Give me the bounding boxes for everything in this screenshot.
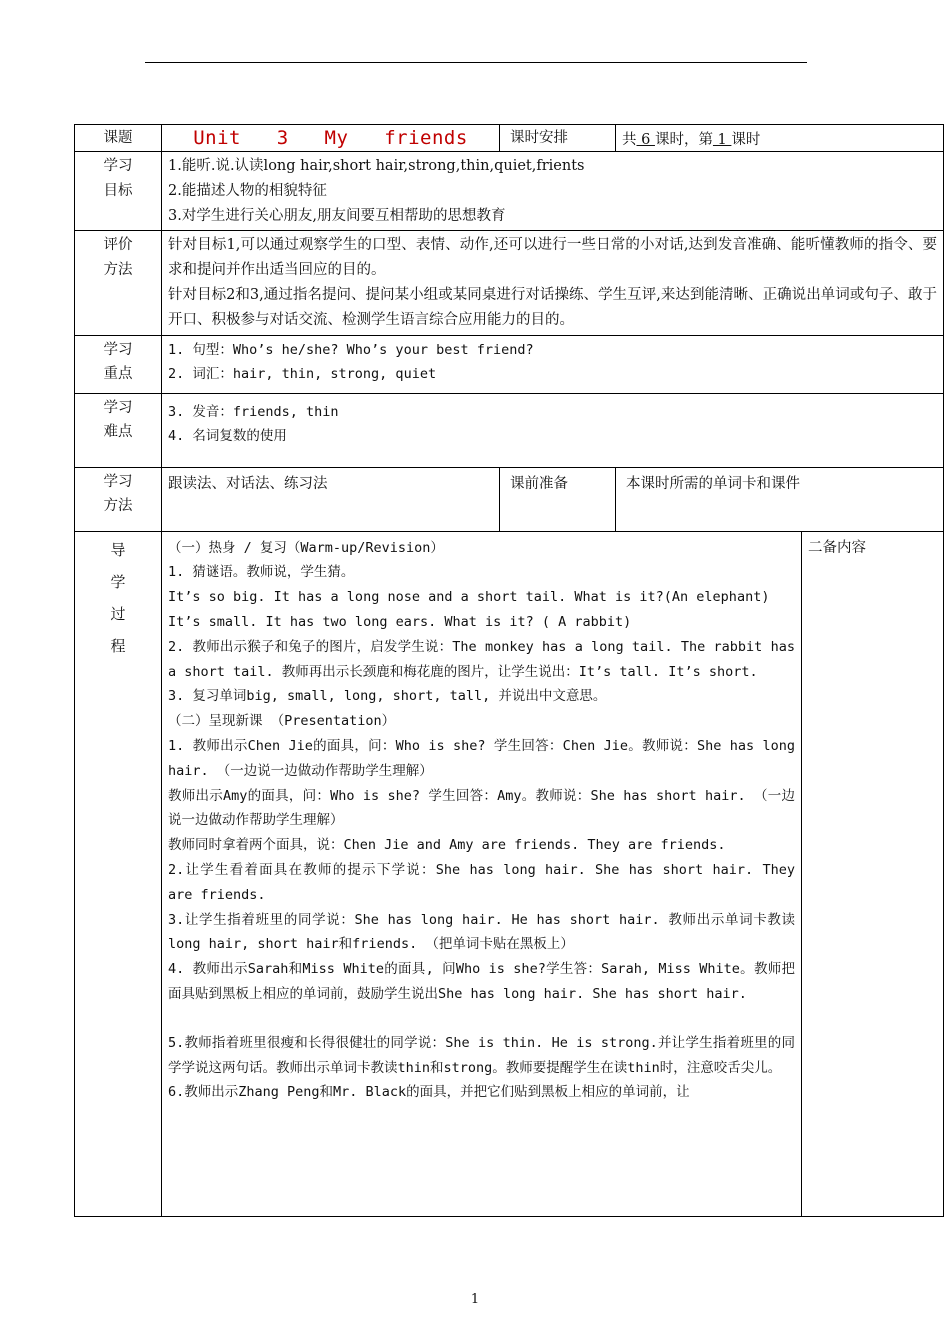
process-label (75, 531, 162, 1216)
process-label-char: 过 (110, 604, 126, 623)
process-line: （二）呈现新课 （Presentation） (168, 713, 396, 730)
goals-label-line1: 学习 (103, 158, 133, 174)
goal-line: 2.能描述人物的相貌特征 (168, 182, 327, 199)
schedule-mid: 课时，第 (654, 131, 713, 148)
process-line: It’s so big. It has a long nose and a short tail. What is it?(An elephant) (168, 589, 770, 606)
methods-row (75, 467, 944, 531)
title-row (75, 125, 944, 152)
prep-value: 本课时所需的单词卡和课件 (616, 467, 944, 531)
process-blank-line (168, 1007, 795, 1031)
unit-title: Unit 3 My friends (193, 127, 468, 149)
schedule-label: 课时安排 (500, 125, 616, 152)
evaluation-paragraph: 针对目标1,可以通过观察学生的口型、表情、动作,还可以进行一些日常的小对话,达到发音准确、能听懂教师的指令、要求和提问并作出适当回应的目的。 (168, 237, 937, 279)
goals-label (75, 152, 162, 231)
difficulties-content (162, 393, 944, 467)
difficulties-label-line1: 学习 (103, 399, 133, 416)
goals-row (75, 152, 944, 231)
process-line: It’s small. It has two long ears. What is it? ( A rabbit) (168, 613, 632, 630)
goals-label-line2: 目标 (103, 182, 133, 199)
process-line: 3.让学生指着班里的同学说：She has long hair. He has short hair. 教师出示单词卡教读long hair, short hair和friends. （把单词卡贴在黑板上） (168, 911, 795, 953)
key-points-row (75, 335, 944, 393)
process-row (75, 531, 944, 1216)
process-line: 5.教师指着班里很瘦和长得很健壮的同学说：She is thin. He is strong.并让学生指着班里的同学学说这两句话。教师出示单词卡教读thin和strong。教师要提醒学生在读thin时，注意咬舌尖儿。 (168, 1034, 795, 1076)
schedule-current: 1 (712, 131, 732, 148)
goals-content (162, 152, 944, 231)
evaluation-paragraph: 针对目标2和3,通过指名提问、提问某小组或某同桌进行对话操练、学生互评,来达到能清晰、正确说出单词或句子、敢于开口、积极参与对话交流、检测学生语言综合应用能力的目的。 (168, 286, 937, 328)
process-line: 2. 教师出示猴子和兔子的图片，启发学生说：The monkey has a long tail. The rabbit has a short tail. 教师再出示长颈鹿和梅花鹿的图片，让学生说出：It’s tall. It’s short. (168, 638, 795, 680)
methods-value: 跟读法、对话法、练习法 (162, 467, 500, 531)
process-line: 教师出示Amy的面具，问：Who is she? 学生回答：Amy。教师说：She has short hair. （一边说一边做动作帮助学生理解） (168, 787, 795, 829)
evaluation-row (75, 231, 944, 335)
page-number: 1 (470, 1292, 480, 1307)
difficulties-label-line2: 难点 (103, 424, 133, 441)
evaluation-label (75, 231, 162, 335)
process-line: 教师同时拿着两个面具，说：Chen Jie and Amy are friends. They are friends. (168, 837, 726, 854)
methods-label (75, 467, 162, 531)
prep-label: 课前准备 (500, 467, 616, 531)
schedule-prefix: 共 (622, 131, 637, 148)
subject-label: 课题 (75, 125, 162, 152)
methods-label-line1: 学习 (103, 473, 133, 490)
schedule-value (616, 125, 944, 152)
process-line: 1. 教师出示Chen Jie的面具，问：Who is she? 学生回答：Chen Jie。教师说：She has long hair. （一边说一边做动作帮助学生理解） (168, 737, 795, 779)
process-line: 6.教师出示Zhang Peng和Mr. Black的面具，并把它们贴到黑板上相应的单词前，让 (168, 1084, 690, 1101)
process-line: （一）热身 / 复习（Warm-up/Revision） (168, 539, 444, 556)
methods-label-line2: 方法 (103, 498, 133, 515)
key-points-label-line2: 重点 (103, 366, 133, 383)
key-points-label-line1: 学习 (103, 341, 133, 358)
difficulty-line: 3. 发音：friends, thin (168, 403, 339, 420)
unit-title-cell (162, 125, 500, 152)
difficulties-label (75, 393, 162, 467)
evaluation-label-line1: 评价 (103, 237, 133, 254)
key-point-line: 2. 词汇：hair, thin, strong, quiet (168, 366, 437, 383)
lesson-plan-table (74, 124, 944, 1217)
difficulty-line: 4. 名词复数的使用 (168, 428, 287, 445)
second-prep-column: 二备内容 (802, 531, 944, 1216)
evaluation-label-line2: 方法 (103, 262, 133, 279)
process-label-char: 学 (110, 572, 126, 591)
key-points-content (162, 335, 944, 393)
process-line: 4. 教师出示Sarah和Miss White的面具, 问Who is she?学生答：Sarah, Miss White。教师把面具贴到黑板上相应的单词前，鼓励学生说出She has long hair. She has short hair. (168, 961, 795, 1002)
process-line: 2.让学生看着面具在教师的提示下学说：She has long hair. She has short hair. They are friends. (168, 861, 795, 903)
evaluation-content (162, 231, 944, 335)
header-rule (145, 62, 807, 63)
process-content (162, 531, 802, 1216)
key-point-line: 1. 句型：Who’s he/she? Who’s your best friend? (168, 341, 534, 358)
schedule-suffix: 课时 (731, 131, 761, 148)
goal-line: 3.对学生进行关心朋友,朋友间要互相帮助的思想教育 (168, 207, 506, 224)
process-label-char: 程 (110, 636, 126, 655)
key-points-label (75, 335, 162, 393)
difficulties-row (75, 393, 944, 467)
process-line: 3. 复习单词big, small, long, short, tall, 并说出中文意思。 (168, 688, 607, 705)
schedule-total: 6 (636, 131, 655, 148)
goal-line: 1.能听.说.认读long hair,short hair,strong,thin,quiet,frients (168, 158, 585, 174)
process-line: 1. 猜谜语。教师说，学生猜。 (168, 564, 355, 581)
process-label-char: 导 (110, 540, 126, 559)
